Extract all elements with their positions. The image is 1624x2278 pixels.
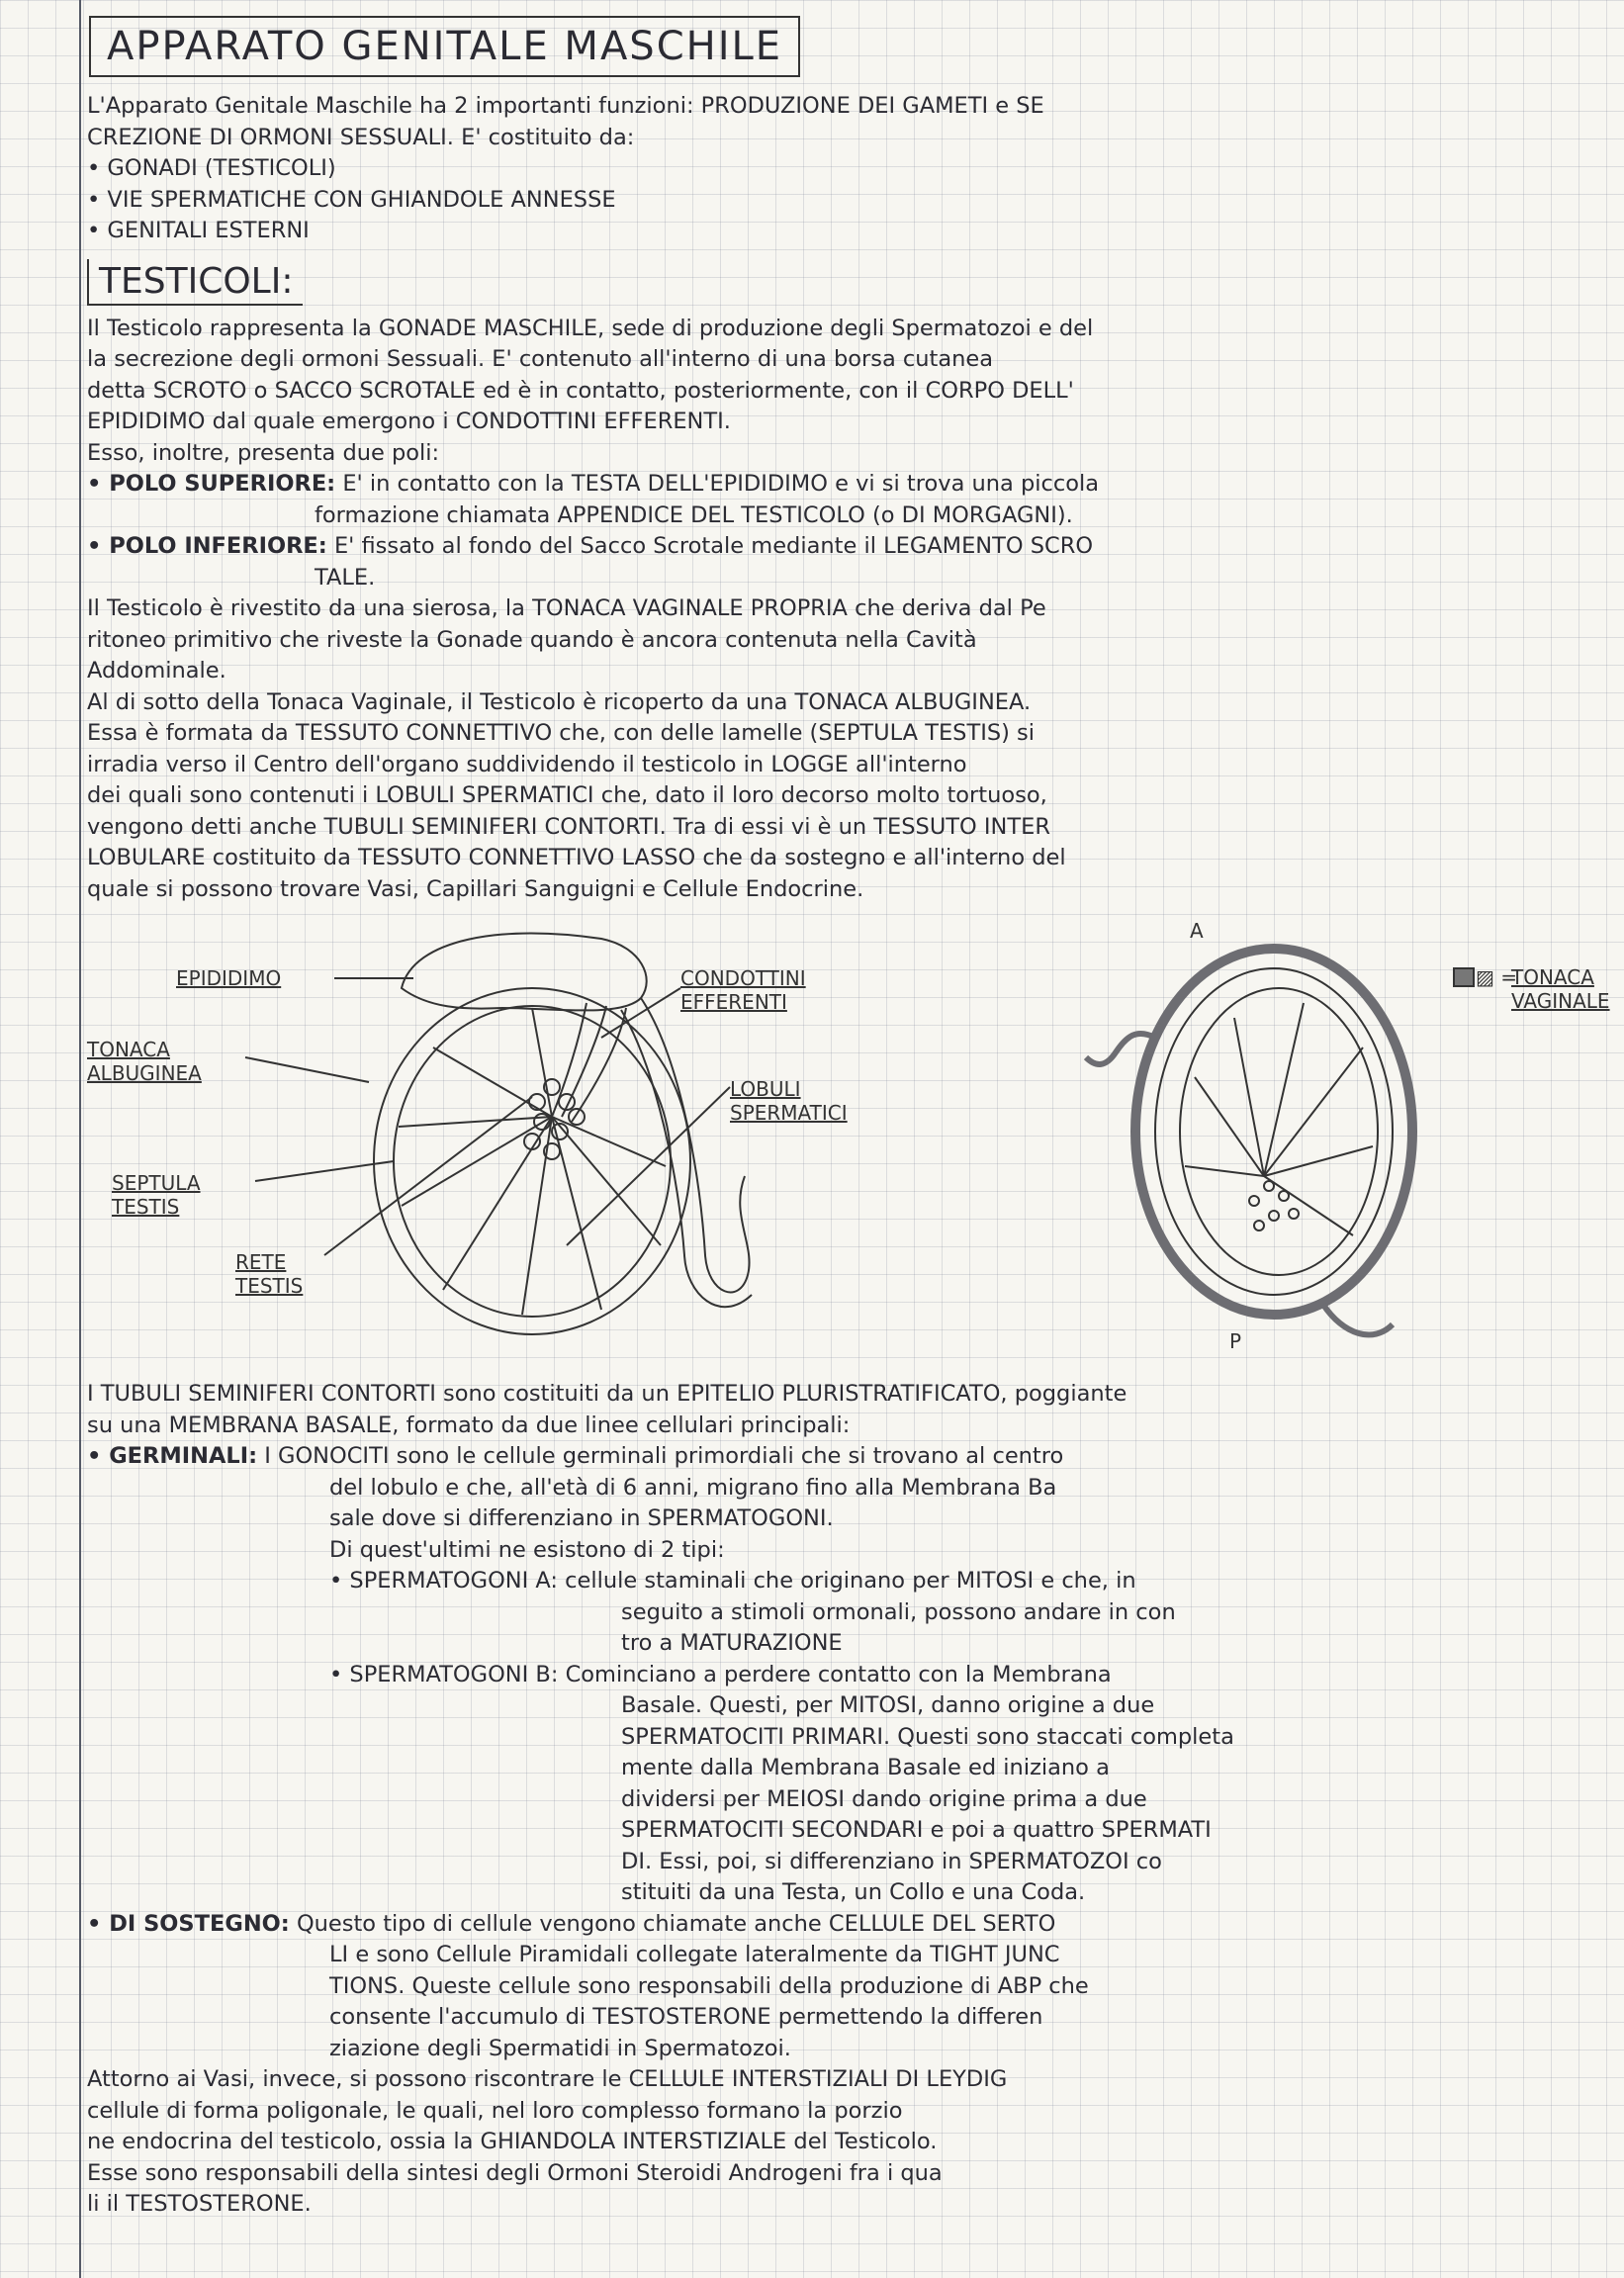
- text-line: consente l'accumulo di TESTOSTERONE permettendo la differen: [329, 2004, 1043, 2030]
- text-line: SPERMATOCITI SECONDARI e poi a quattro SPERMATI: [621, 1817, 1212, 1843]
- testis-outline: [374, 988, 690, 1334]
- label-lobuli-line2: SPERMATICI: [730, 1101, 848, 1125]
- label-tonaca-vaginale-line1: TONACA: [1511, 965, 1594, 989]
- text-line: Al di sotto della Tonaca Vaginale, il Testicolo è ricoperto da una TONACA ALBUGINEA.: [87, 688, 1032, 715]
- text-line: ritoneo primitivo che riveste la Gonade quando è ancora contenuta nella Cavità: [87, 626, 977, 653]
- vaginalis-section-drawing: [1086, 949, 1474, 1334]
- notebook-margin-line: [79, 0, 81, 2278]
- label-tonaca-albuginea-line2: ALBUGINEA: [87, 1061, 202, 1085]
- spermatogoni-a-lead: • SPERMATOGONI A:: [329, 1568, 558, 1594]
- text-line: Addominale.: [87, 658, 226, 683]
- text-line: EPIDIDIMO dal quale emergono i CONDOTTINI EFFERENTI.: [87, 409, 731, 434]
- text-line: cellule staminali che originano per MITOSI e che, in: [565, 1568, 1136, 1594]
- text-line: LI e sono Cellule Piramidali collegate lateralmente da TIGHT JUNC: [329, 1942, 1060, 1967]
- text-line: Esse sono responsabili della sintesi degli Ormoni Steroidi Androgeni fra i qua: [87, 2159, 943, 2186]
- text-line: Cominciano a perdere contatto con la Membrana: [565, 1661, 1112, 1687]
- bullet-item: • GONADI (TESTICOLI): [87, 155, 336, 181]
- pole-text: TALE.: [315, 564, 376, 591]
- leader-rete: [324, 1097, 532, 1255]
- poles-list: [87, 469, 1610, 593]
- pole-item: [87, 531, 1610, 563]
- text-line: I GONOCITI sono le cellule germinali primordiali che si trovano al centro: [264, 1443, 1064, 1469]
- sostegno-lead: • DI SOSTEGNO:: [87, 1910, 290, 1937]
- text-line: sale dove si differenziano in SPERMATOGONI.: [329, 1505, 834, 1531]
- text-line: stituiti da una Testa, un Collo e una Coda.: [621, 1879, 1086, 1905]
- text-line: li il TESTOSTERONE.: [87, 2191, 312, 2217]
- epididimo-shape: [402, 933, 647, 1010]
- text-line: su una MEMBRANA BASALE, formato da due linee cellulari principali:: [87, 1412, 851, 1438]
- text-line: I TUBULI SEMINIFERI CONTORTI sono costituiti da un EPITELIO PLURISTRATIFICATO, poggiante: [87, 1381, 1128, 1407]
- text-line: dei quali sono contenuti i LOBULI SPERMATICI che, dato il loro decorso molto tortuoso,: [87, 782, 1047, 808]
- epididimo-tail: [641, 998, 750, 1292]
- label-condottini: [680, 966, 806, 1014]
- text-line: cellule di forma poligonale, le quali, nel loro complesso formano la porzio: [87, 2097, 903, 2124]
- text-line: ziazione degli Spermatidi in Spermatozoi.: [329, 2035, 791, 2061]
- albuginea-inner: [394, 1006, 671, 1317]
- intro-line: CREZIONE DI ORMONI SESSUALI. E' costituito da:: [87, 124, 635, 150]
- text-line: quale si possono trovare Vasi, Capillari Sanguigni e Cellule Endocrine.: [87, 875, 864, 902]
- label-septula: [112, 1171, 201, 1219]
- text-line: ne endocrina del testicolo, ossia la GHIANDOLA INTERSTIZIALE del Testicolo.: [87, 2129, 938, 2154]
- text-line: Essa è formata da TESSUTO CONNETTIVO che, con delle lamelle (SEPTULA TESTIS) si: [87, 720, 1036, 746]
- text-line: detta SCROTO o SACCO SCROTALE ed è in contatto, posteriormente, con il CORPO DELL': [87, 377, 1074, 404]
- bullet-item: • GENITALI ESTERNI: [87, 218, 310, 243]
- text-line: irradia verso il Centro dell'organo suddividendo il testicolo in LOGGE all'interno: [87, 751, 967, 777]
- germinali-lead: • GERMINALI:: [87, 1443, 258, 1469]
- text-line: Il Testicolo è rivestito da una sierosa, la TONACA VAGINALE PROPRIA che deriva dal Pe: [87, 595, 1046, 621]
- text-line: Esso, inoltre, presenta due poli:: [87, 439, 440, 466]
- testicoli-para2: [87, 593, 1610, 905]
- label-lobuli: [730, 1077, 848, 1125]
- text-line: DI. Essi, poi, si differenziano in SPERMATOZOI co: [621, 1848, 1162, 1874]
- label-rete: [235, 1250, 303, 1298]
- text-line: tro a MATURAZIONE: [621, 1630, 843, 1656]
- testicoli-para1: [87, 314, 1610, 470]
- text-line: la secrezione degli ormoni Sessuali. E' contenuto all'interno di una borsa cutanea: [87, 346, 994, 372]
- text-line: Basale. Questi, per MITOSI, danno origine a due: [621, 1692, 1155, 1718]
- tubuli-section: [87, 1379, 1610, 2221]
- pole-lead: • POLO INFERIORE:: [87, 533, 327, 559]
- label-epididimo: EPIDIDIMO: [176, 966, 282, 990]
- text-line: LOBULARE costituito da TESSUTO CONNETTIVO LASSO che da sostegno e all'interno del: [87, 845, 1066, 870]
- label-rete-line2: TESTIS: [235, 1274, 304, 1298]
- legend-swatch: [1454, 968, 1474, 986]
- section-heading-testicoli: TESTICOLI:: [87, 259, 303, 306]
- leader-tonaca-albuginea: [245, 1057, 369, 1082]
- label-condottini-line2: EFFERENTI: [680, 990, 787, 1014]
- testis-diagrams: [87, 919, 1610, 1369]
- text-line: mente dalla Membrana Basale ed iniziano a: [621, 1755, 1110, 1780]
- label-pole-a: A: [1190, 919, 1204, 943]
- intro-section: [87, 91, 1610, 247]
- text-line: Di quest'ultimi ne esistono di 2 tipi:: [329, 1536, 725, 1563]
- label-pole-p: P: [1229, 1329, 1242, 1353]
- label-septula-line1: SEPTULA: [112, 1171, 201, 1195]
- label-tonaca-vaginale: [1511, 965, 1610, 1013]
- text-line: SPERMATOCITI PRIMARI. Questi sono staccati completa: [621, 1723, 1234, 1750]
- text-line: TIONS. Queste cellule sono responsabili della produzione di ABP che: [329, 1972, 1089, 1999]
- label-tonaca-vaginale-line2: VAGINALE: [1511, 989, 1610, 1013]
- text-line: vengono detti anche TUBULI SEMINIFERI CONTORTI. Tra di essi vi è un TESSUTO INTER: [87, 813, 1050, 840]
- bullet-item: • VIE SPERMATICHE CON GHIANDOLE ANNESSE: [87, 186, 616, 213]
- label-legend-marker: ▨ =: [1476, 965, 1518, 989]
- text-line: Questo tipo di cellule vengono chiamate anche CELLULE DEL SERTO: [296, 1910, 1056, 1937]
- text-line: Il Testicolo rappresenta la GONADE MASCHILE, sede di produzione degli Spermatozoi e del: [87, 315, 1094, 341]
- spermatogoni-b-item: [87, 1660, 1610, 1691]
- text-line: seguito a stimoli ormonali, possono andare in con: [621, 1598, 1176, 1625]
- label-tonaca-albuginea-line1: TONACA: [87, 1038, 170, 1061]
- text-line: dividersi per MEIOSI dando origine prima a due: [621, 1785, 1147, 1812]
- label-septula-line2: TESTIS: [112, 1195, 180, 1219]
- diagrams-svg: [87, 919, 1610, 1369]
- vas-deferens: [621, 1010, 752, 1307]
- sostegno-item: [87, 1909, 1610, 1941]
- text-line: del lobulo e che, all'età di 6 anni, migrano fino alla Membrana Ba: [329, 1474, 1057, 1501]
- testis-section-drawing: [245, 933, 752, 1334]
- pole-text: E' in contatto con la TESTA DELL'EPIDIDIMO e vi si trova una piccola: [342, 471, 1100, 497]
- text-line: Attorno ai Vasi, invece, si possono riscontrare le CELLULE INTERSTIZIALI DI LEYDIG: [87, 2066, 1008, 2092]
- spermatogoni-b-lead: • SPERMATOGONI B:: [329, 1661, 559, 1687]
- pole-item: [87, 469, 1610, 501]
- spermatogoni-a-item: [87, 1566, 1610, 1597]
- leader-septula: [255, 1161, 394, 1181]
- intro-line: L'Apparato Genitale Maschile ha 2 importanti funzioni: PRODUZIONE DEI GAMETI e SE: [87, 93, 1044, 119]
- label-tonaca-albuginea: [87, 1038, 202, 1085]
- pole-lead: • POLO SUPERIORE:: [87, 471, 336, 497]
- pole-text: formazione chiamata APPENDICE DEL TESTICOLO (o DI MORGAGNI).: [315, 501, 1073, 528]
- label-condottini-line1: CONDOTTINI: [680, 966, 806, 990]
- pole-text: E' fissato al fondo del Sacco Scrotale mediante il LEGAMENTO SCRO: [333, 533, 1094, 559]
- notebook-page: [87, 16, 1610, 2221]
- page-title: APPARATO GENITALE MASCHILE: [89, 16, 800, 77]
- label-lobuli-line1: LOBULI: [730, 1077, 801, 1101]
- label-rete-line1: RETE: [235, 1250, 287, 1274]
- leader-lobuli: [567, 1087, 730, 1245]
- germinali-item: [87, 1441, 1610, 1473]
